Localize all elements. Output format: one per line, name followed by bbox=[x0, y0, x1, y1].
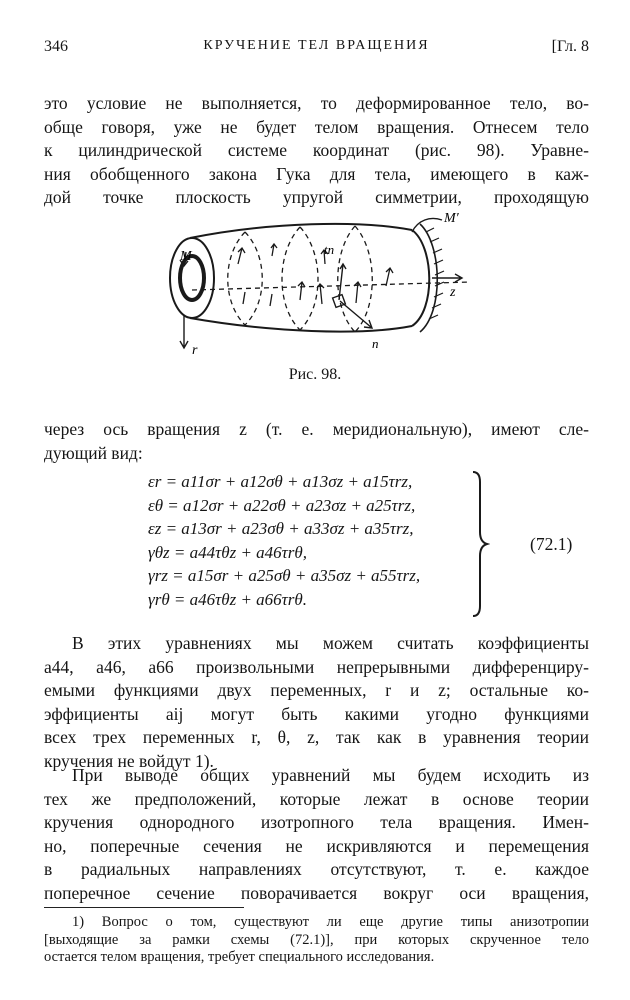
paragraph-intro bbox=[44, 92, 589, 210]
label-M: M bbox=[180, 249, 192, 264]
text-line: обще говоря, уже не будет телом вращения. Отнесем тело bbox=[44, 116, 589, 137]
footnote-rule bbox=[44, 907, 244, 908]
text-line: всех трех переменных r, θ, z, так как в уравнения теории bbox=[44, 727, 589, 747]
equation-line: εθ = a12σr + a22σθ + a23σz + a25τrz, bbox=[148, 495, 416, 515]
equation-line: εr = a11σr + a12σθ + a13σz + a15τrz, bbox=[148, 472, 413, 491]
footnote-line: остается телом вращения, требует специального исследования. bbox=[44, 949, 435, 965]
text-line: емыми функциями двух переменных, r и z; остальные ко- bbox=[44, 680, 589, 700]
text-line: При выводе общих уравнений мы будем исходить из bbox=[72, 765, 589, 785]
text-line: в радиальных направлениях отсутствуют, т. е. каждое bbox=[44, 859, 589, 879]
text-line: кручения не войдут 1). bbox=[44, 750, 214, 771]
chapter-label: [Гл. 8 bbox=[551, 38, 589, 55]
label-n: n bbox=[372, 336, 379, 351]
equation-line: εz = a13σr + a23σθ + a33σz + a35τrz, bbox=[148, 519, 414, 539]
text-line: к цилиндрической системе координат (рис. 98). Уравне- bbox=[44, 140, 589, 160]
footnote bbox=[44, 914, 589, 967]
text-line: это условие не выполняется, то деформированное тело, во- bbox=[44, 93, 589, 113]
text-line: В этих уравнениях мы можем считать коэффициенты bbox=[72, 633, 589, 653]
paragraph-lead-in bbox=[44, 418, 589, 465]
text-line: тех же предположений, которые лежат в основе теории bbox=[44, 788, 589, 809]
text-line: но, поперечные сечения не искривляются и перемещения bbox=[44, 835, 589, 856]
figure-98-diagram bbox=[150, 208, 480, 363]
footnote-line: 1) Вопрос о том, существуют ли еще другие типы анизотропии bbox=[72, 914, 589, 930]
text-line: через ось вращения z (т. е. меридиональную), имеют сле- bbox=[44, 419, 589, 439]
figure-caption: Рис. 98. bbox=[288, 366, 342, 383]
running-header bbox=[44, 38, 589, 60]
text-line: эффициенты aij могут быть какими угодно функциями bbox=[44, 703, 589, 724]
right-brace bbox=[470, 470, 490, 618]
running-title: КРУЧЕНИЕ ТЕЛ ВРАЩЕНИЯ bbox=[203, 38, 430, 53]
equation-line: γrz = a15σr + a25σθ + a35σz + a55τrz, bbox=[148, 566, 421, 586]
equation-system bbox=[148, 470, 468, 612]
text-line: дой точке плоскость упругой симметрии, проходящую bbox=[44, 187, 589, 207]
paragraph-assumptions bbox=[44, 764, 589, 905]
page-number: 346 bbox=[44, 38, 68, 55]
text-line: кручения однородного изотропного тела вращения. Имен- bbox=[44, 812, 589, 832]
paragraph-coefficients bbox=[44, 632, 589, 773]
label-M-prime: M′ bbox=[444, 211, 459, 226]
equation-line: γrθ = a46τθz + a66τrθ. bbox=[148, 589, 307, 609]
text-line: a44, a46, a66 произвольными непрерывными дифференциру- bbox=[44, 656, 589, 677]
label-r: r bbox=[192, 343, 198, 358]
equation-line: γθz = a44τθz + a46τrθ, bbox=[148, 542, 307, 562]
label-z: z bbox=[450, 285, 456, 300]
text-line: поперечное сечение поворачивается вокруг оси вращения, bbox=[44, 882, 589, 903]
text-line: дующий вид: bbox=[44, 442, 143, 463]
label-tn: tn bbox=[324, 242, 335, 257]
equation-number: (72.1) bbox=[530, 534, 573, 554]
footnote-line: [выходящие за рамки схемы (72.1)], при которых скрученное тело bbox=[44, 931, 589, 948]
text-line: ния обобщенного закона Гука для тела, имеющего в каж- bbox=[44, 163, 589, 184]
